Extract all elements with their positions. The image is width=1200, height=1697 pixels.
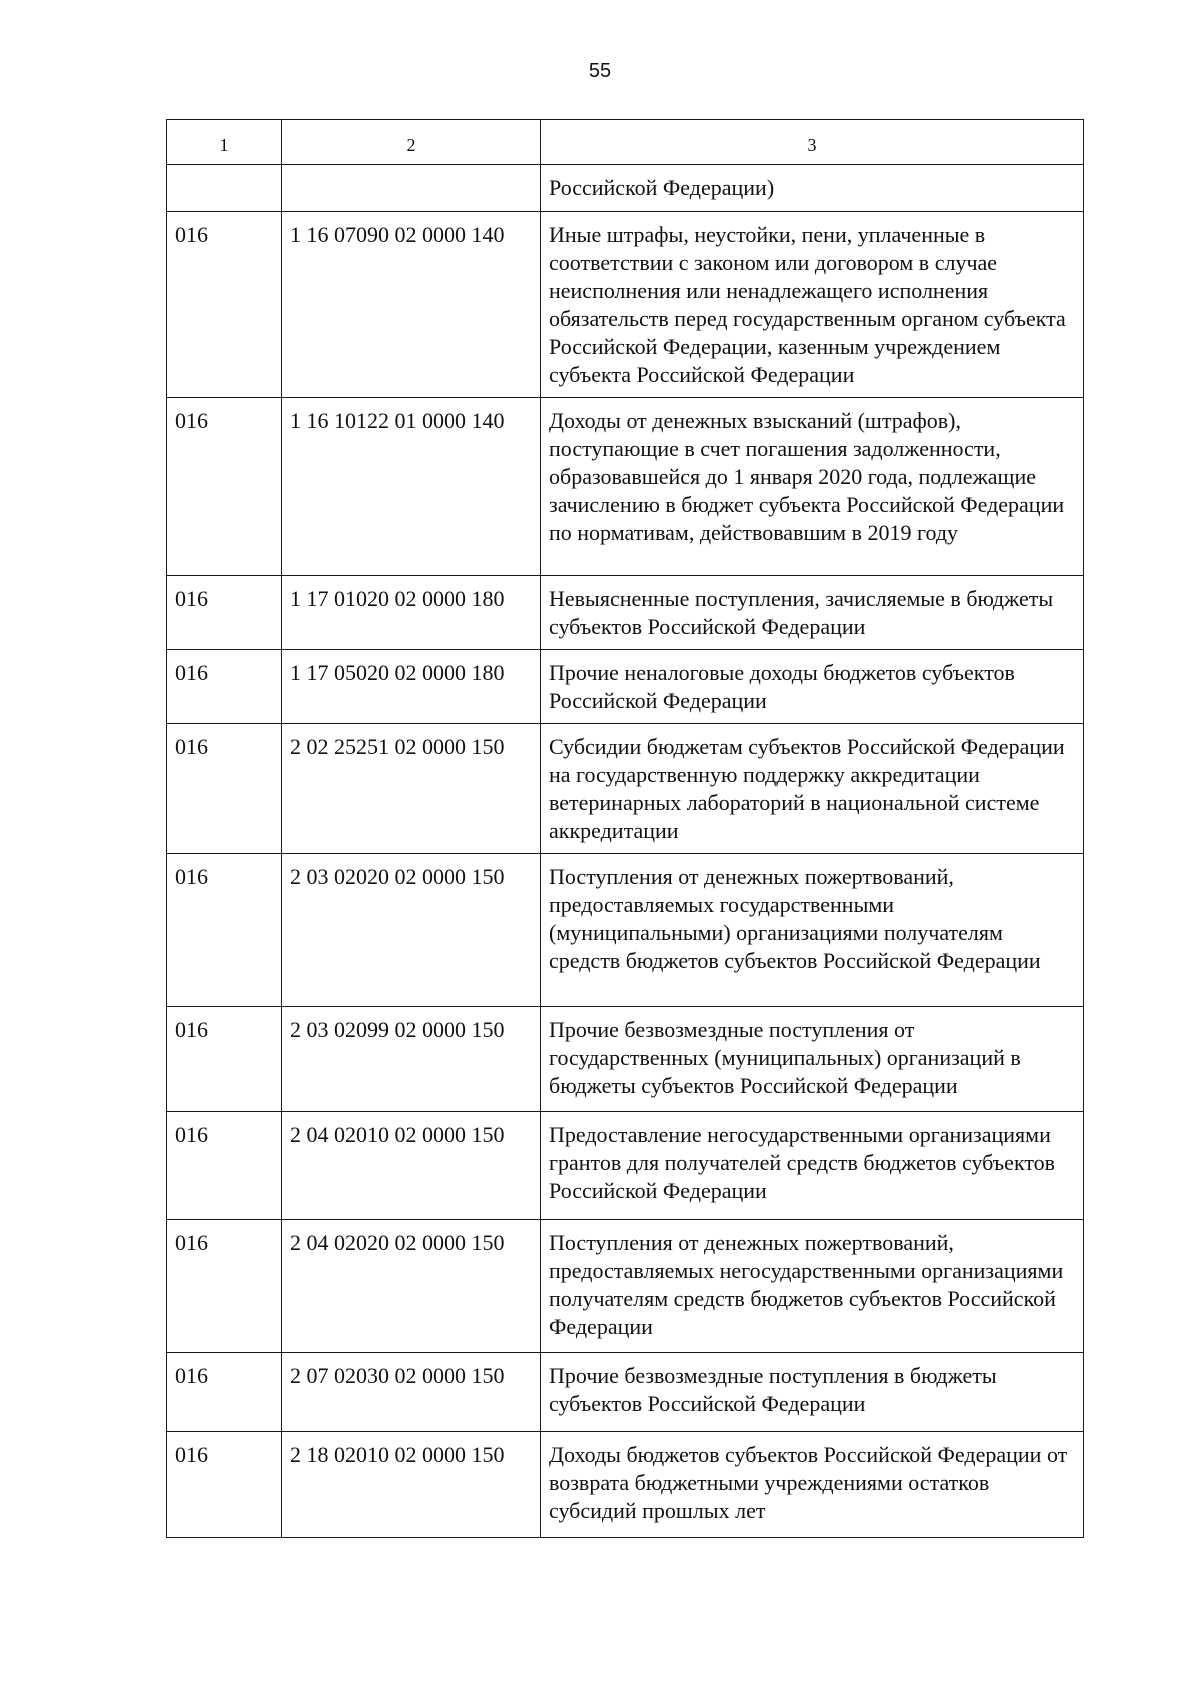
table-row	[167, 1112, 1084, 1220]
revenue-name-cell: Иные штрафы, неустойки, пени, уплаченные в соответствии с законом или договором в случае неисполнения или ненадлежащего исполнения обязательств перед государственным органом субъекта Российской Федерации, казенным учреждением субъекта Российской Федерации	[541, 212, 1084, 398]
admin-code-cell	[167, 165, 282, 212]
revenue-name-cell: Российской Федерации)	[541, 165, 1084, 212]
revenue-name-cell: Невыясненные поступления, зачисляемые в бюджеты субъектов Российской Федерации	[541, 576, 1084, 650]
admin-code-cell: 016	[167, 576, 282, 650]
admin-code-cell: 016	[167, 724, 282, 854]
admin-code-cell: 016	[167, 650, 282, 724]
continuation-row	[167, 165, 1084, 212]
table-row	[167, 724, 1084, 854]
column-number-row	[167, 120, 1084, 165]
revenue-code-cell: 1 17 01020 02 0000 180	[282, 576, 541, 650]
column-number-1: 1	[167, 120, 282, 165]
table-row	[167, 1432, 1084, 1538]
column-number-3: 3	[541, 120, 1084, 165]
revenue-name-cell: Прочие неналоговые доходы бюджетов субъектов Российской Федерации	[541, 650, 1084, 724]
admin-code-cell: 016	[167, 854, 282, 1007]
admin-code-cell: 016	[167, 1353, 282, 1432]
revenue-code-cell: 2 02 25251 02 0000 150	[282, 724, 541, 854]
revenue-name-cell: Доходы от денежных взысканий (штрафов), поступающие в счет погашения задолженности, образовавшейся до 1 января 2020 года, подлежащие зачислению в бюджет субъекта Российской Федерации по нормативам, действовавшим в 2019 году	[541, 398, 1084, 576]
revenue-code-cell: 2 04 02010 02 0000 150	[282, 1112, 541, 1220]
table-row	[167, 1220, 1084, 1353]
revenue-name-cell: Прочие безвозмездные поступления от государственных (муниципальных) организаций в бюджеты субъектов Российской Федерации	[541, 1007, 1084, 1112]
revenue-code-cell	[282, 165, 541, 212]
revenue-code-cell: 2 18 02010 02 0000 150	[282, 1432, 541, 1538]
revenue-name-cell: Субсидии бюджетам субъектов Российской Федерации на государственную поддержку аккредитации ветеринарных лабораторий в национальной системе аккредитации	[541, 724, 1084, 854]
table-row	[167, 1353, 1084, 1432]
table-row	[167, 650, 1084, 724]
admin-code-cell: 016	[167, 1432, 282, 1538]
revenue-code-cell: 2 07 02030 02 0000 150	[282, 1353, 541, 1432]
revenue-name-cell: Предоставление негосударственными организациями грантов для получателей средств бюджетов субъектов Российской Федерации	[541, 1112, 1084, 1220]
revenue-name-cell: Поступления от денежных пожертвований, предоставляемых негосударственными организациями получателям средств бюджетов субъектов Российской Федерации	[541, 1220, 1084, 1353]
admin-code-cell: 016	[167, 398, 282, 576]
revenue-code-cell: 1 16 10122 01 0000 140	[282, 398, 541, 576]
revenue-name-cell: Доходы бюджетов субъектов Российской Федерации от возврата бюджетными учреждениями остатков субсидий прошлых лет	[541, 1432, 1084, 1538]
table-row	[167, 398, 1084, 576]
revenue-name-cell: Прочие безвозмездные поступления в бюджеты субъектов Российской Федерации	[541, 1353, 1084, 1432]
revenue-code-cell: 2 03 02099 02 0000 150	[282, 1007, 541, 1112]
admin-code-cell: 016	[167, 1007, 282, 1112]
revenue-code-cell: 1 16 07090 02 0000 140	[282, 212, 541, 398]
table-row	[167, 1007, 1084, 1112]
page-number: 55	[588, 60, 612, 82]
column-number-2: 2	[282, 120, 541, 165]
revenue-code-cell: 2 03 02020 02 0000 150	[282, 854, 541, 1007]
revenue-code-cell: 2 04 02020 02 0000 150	[282, 1220, 541, 1353]
admin-code-cell: 016	[167, 1220, 282, 1353]
admin-code-cell: 016	[167, 212, 282, 398]
revenue-code-cell: 1 17 05020 02 0000 180	[282, 650, 541, 724]
budget-revenue-table	[166, 119, 1084, 1538]
revenue-name-cell: Поступления от денежных пожертвований, предоставляемых государственными (муниципальными) организациями получателям средств бюджетов субъектов Российской Федерации	[541, 854, 1084, 1007]
table-row	[167, 212, 1084, 398]
admin-code-cell: 016	[167, 1112, 282, 1220]
table-row	[167, 576, 1084, 650]
table-row	[167, 854, 1084, 1007]
